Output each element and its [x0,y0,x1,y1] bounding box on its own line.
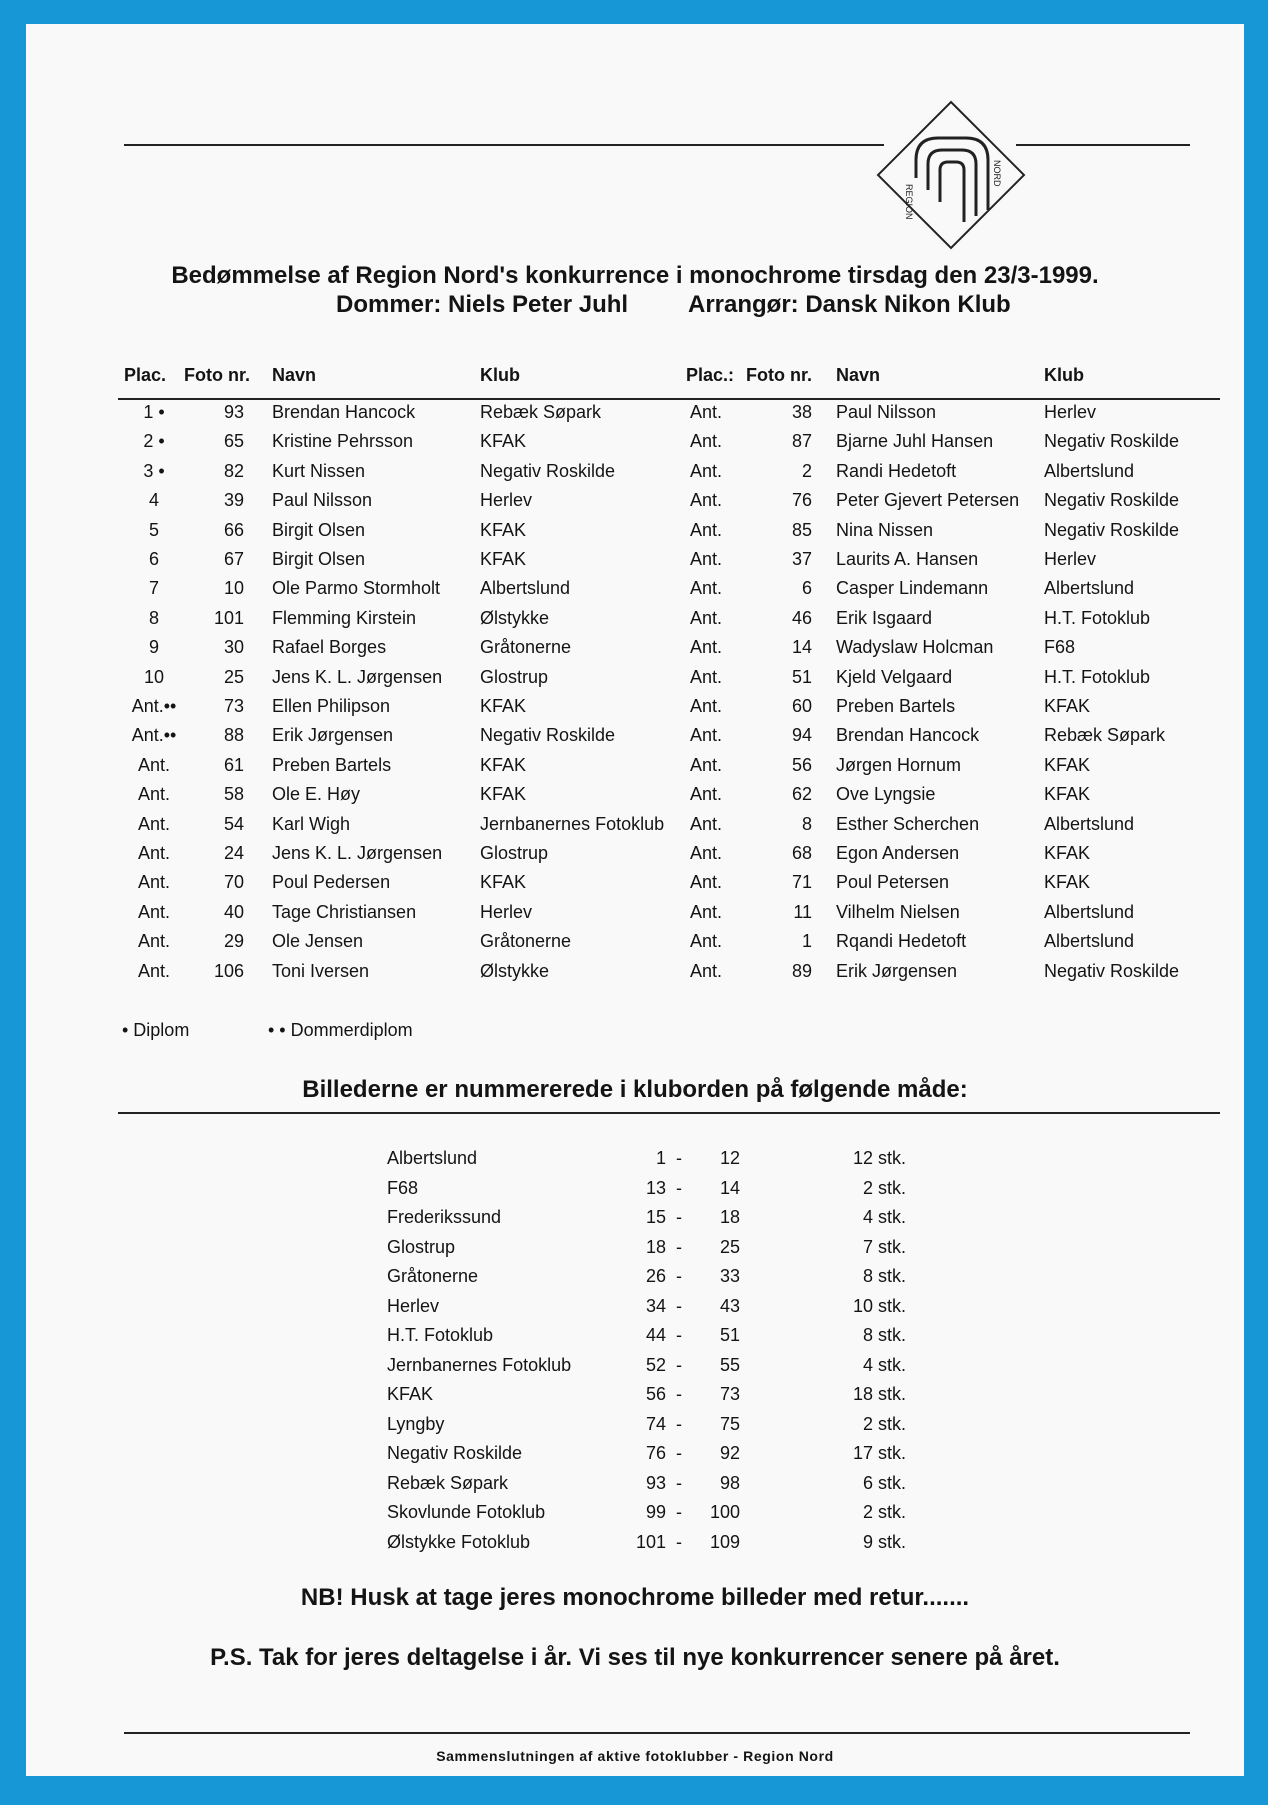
placement-cell: 7 [148,578,159,599]
count-cell: 9 stk. [862,1531,906,1552]
range-end-cell: 75 [719,1413,740,1434]
club-name-cell: Skovlunde Fotoklub [387,1502,546,1522]
photo-number-cell: 60 [791,696,812,716]
range-end-cell: 51 [719,1325,740,1345]
placement-cell: Ant. [690,754,723,775]
photo-number-cell: 51 [791,666,812,687]
photo-number-cell: 39 [223,490,244,511]
club-cell: KFAK [480,696,527,716]
numbering-rule [118,1112,1220,1114]
range-separator: - [676,1502,682,1522]
club-cell: Albertslund [1044,813,1135,834]
placement-cell: 4 [148,490,159,511]
range-end-cell: 25 [719,1236,740,1257]
range-start-cell: 18 [645,1236,666,1257]
col-header-navn-left: Navn [272,365,317,385]
photo-number-cell: 73 [223,696,244,716]
count-cell: 10 stk. [852,1295,906,1316]
name-cell: Randi Hedetoft [836,460,957,481]
placement-cell: Ant. [137,754,171,775]
photo-number-cell: 14 [791,637,812,658]
range-separator: - [676,1236,682,1257]
name-cell: Brendan Hancock [272,402,416,422]
photo-number-cell: 8 [801,813,812,834]
club-cell: Herlev [1044,549,1097,569]
name-cell: Laurits A. Hansen [836,549,979,569]
count-cell: 7 stk. [862,1236,906,1257]
club-cell: Glostrup [480,843,549,863]
club-cell: Rebæk Søpark [480,402,602,422]
club-cell: KFAK [480,754,527,775]
placement-cell: Ant.•• [131,696,177,716]
count-cell: 17 stk. [852,1443,906,1463]
photo-number-cell: 106 [213,960,244,981]
photo-number-cell: 101 [213,607,244,628]
name-cell: Karl Wigh [272,813,351,834]
range-separator: - [676,1413,682,1434]
count-cell: 18 stk. [852,1384,906,1404]
club-name-cell: Gråtonerne [387,1266,479,1286]
name-cell: Egon Andersen [836,843,960,863]
range-separator: - [676,1148,682,1168]
name-cell: Esther Scherchen [836,813,980,834]
footer-rule [124,1732,1190,1734]
club-cell: Gråtonerne [480,637,572,658]
range-separator: - [676,1266,682,1286]
placement-cell: Ant. [137,960,171,981]
club-cell: H.T. Fotoklub [1044,666,1151,687]
range-end-cell: 92 [719,1443,740,1463]
range-start-cell: 93 [645,1472,666,1493]
range-end-cell: 98 [719,1472,740,1493]
range-start-cell: 56 [645,1384,666,1404]
club-name-cell: Frederikssund [387,1207,502,1227]
photo-number-cell: 82 [223,460,244,481]
range-start-cell: 1 [655,1148,666,1168]
name-cell: Ellen Philipson [272,696,391,716]
ps-note: P.S. Tak for jeres deltagelse i år. Vi ses til nye konkurrencer senere på året. [210,1644,1060,1671]
club-cell: Rebæk Søpark [1044,725,1166,746]
name-cell: Preben Bartels [272,754,392,775]
club-name-cell: Albertslund [387,1148,478,1168]
club-cell: Negativ Roskilde [1044,490,1180,511]
range-end-cell: 14 [719,1177,740,1198]
name-cell: Paul Nilsson [272,490,373,511]
range-start-cell: 101 [635,1531,666,1552]
count-cell: 12 stk. [852,1148,906,1168]
range-start-cell: 99 [645,1502,666,1522]
placement-cell: Ant.•• [131,725,177,746]
range-separator: - [676,1354,682,1375]
range-separator: - [676,1531,682,1552]
placement-cell: 8 [148,607,159,628]
range-separator: - [676,1295,682,1316]
name-cell: Brendan Hancock [836,725,980,746]
footer-text: Sammenslutningen af aktive fotoklubber - Region Nord [436,1748,834,1764]
club-cell: Negativ Roskilde [1044,519,1180,540]
placement-cell: Ant. [690,931,723,952]
placement-cell: Ant. [690,578,723,599]
count-cell: 4 stk. [862,1207,906,1227]
club-name-cell: Ølstykke Fotoklub [387,1531,531,1552]
placement-cell: Ant. [137,813,171,834]
photo-number-cell: 58 [223,784,244,805]
photo-number-cell: 25 [223,666,244,687]
photo-number-cell: 62 [791,784,812,805]
name-cell: Rqandi Hedetoft [836,931,967,952]
range-start-cell: 76 [645,1443,666,1463]
club-name-cell: KFAK [387,1384,434,1404]
name-cell: Kristine Pehrsson [272,431,414,452]
col-header-klub-left: Klub [480,365,520,385]
club-name-cell: Jernbanernes Fotoklub [387,1354,572,1375]
placement-cell: Ant. [137,931,171,952]
name-cell: Ole E. Høy [272,784,361,805]
count-cell: 2 stk. [862,1177,906,1198]
photo-number-cell: 37 [791,549,812,569]
club-cell: KFAK [480,872,527,893]
photo-number-cell: 10 [223,578,244,599]
club-cell: Jernbanernes Fotoklub [480,813,665,834]
range-separator: - [676,1472,682,1493]
photo-number-cell: 30 [223,637,244,658]
name-cell: Rafael Borges [272,637,387,658]
placement-cell: Ant. [137,901,171,922]
photo-number-cell: 56 [791,754,812,775]
club-cell: KFAK [1044,784,1091,805]
club-cell: KFAK [1044,843,1091,863]
photo-number-cell: 66 [223,519,244,540]
name-cell: Poul Petersen [836,872,950,893]
placement-cell: 10 [143,666,165,687]
club-name-cell: Herlev [387,1295,440,1316]
table-header-rule [118,398,1220,400]
range-end-cell: 33 [719,1266,740,1286]
club-cell: KFAK [480,549,527,569]
photo-number-cell: 68 [791,843,812,863]
range-start-cell: 74 [645,1413,666,1434]
placement-cell: Ant. [690,960,723,981]
club-cell: Gråtonerne [480,931,572,952]
count-cell: 2 stk. [862,1502,906,1522]
photo-number-cell: 88 [223,725,244,746]
placement-cell: 2 • [143,431,165,452]
photo-number-cell: 85 [791,519,812,540]
photo-number-cell: 61 [223,754,244,775]
photo-number-cell: 89 [791,960,812,981]
photo-number-cell: 71 [791,872,812,893]
col-header-plac-right: Plac.: [686,365,735,385]
name-cell: Ole Parmo Stormholt [272,578,441,599]
range-start-cell: 44 [645,1325,666,1345]
range-end-cell: 73 [719,1384,740,1404]
range-start-cell: 52 [645,1354,666,1375]
page-title: Bedømmelse af Region Nord's konkurrence i monochrome tirsdag den 23/3-1999. [171,262,1099,289]
count-cell: 6 stk. [862,1472,906,1493]
photo-number-cell: 87 [791,431,812,452]
placement-cell: Ant. [690,460,723,481]
club-name-cell: Rebæk Søpark [387,1472,509,1493]
range-separator: - [676,1443,682,1463]
header-rule-right [1016,144,1190,146]
col-header-foto-right: Foto nr. [746,365,812,385]
photo-number-cell: 54 [223,813,244,834]
club-cell: KFAK [480,431,527,452]
name-cell: Flemming Kirstein [272,607,417,628]
club-cell: Negativ Roskilde [1044,431,1180,452]
photo-number-cell: 94 [791,725,812,746]
photo-number-cell: 76 [791,490,812,511]
club-cell: KFAK [1044,696,1091,716]
name-cell: Tage Christiansen [272,901,417,922]
organizer-line: Arrangør: Dansk Nikon Klub [688,291,1011,318]
photo-number-cell: 2 [801,460,812,481]
judge-line: Dommer: Niels Peter Juhl [336,291,629,318]
count-cell: 4 stk. [862,1354,906,1375]
club-cell: KFAK [480,519,527,540]
range-end-cell: 109 [709,1531,740,1552]
club-cell: Glostrup [480,666,549,687]
range-end-cell: 43 [719,1295,740,1316]
header-rule-left [124,144,884,146]
club-cell: KFAK [1044,872,1091,893]
placement-cell: Ant. [690,607,723,628]
col-header-klub-right: Klub [1044,365,1084,385]
placement-cell: 1 • [143,402,165,422]
photo-number-cell: 6 [801,578,812,599]
photo-number-cell: 11 [793,901,812,922]
placement-cell: Ant. [690,901,723,922]
count-cell: 8 stk. [862,1325,906,1345]
name-cell: Vilhelm Nielsen [836,901,960,922]
placement-cell: Ant. [690,813,723,834]
club-cell: Negativ Roskilde [480,725,616,746]
name-cell: Jens K. L. Jørgensen [272,843,443,863]
count-cell: 2 stk. [862,1413,906,1434]
club-cell: Herlev [480,490,533,511]
region-nord-logo [876,100,1026,250]
placement-cell: Ant. [690,402,723,422]
club-cell: Negativ Roskilde [1044,960,1180,981]
name-cell: Ole Jensen [272,931,364,952]
club-cell: Albertslund [1044,578,1135,599]
photo-number-cell: 93 [223,402,244,422]
svg-text:REGION: REGION [904,184,914,220]
name-cell: Bjarne Juhl Hansen [836,431,994,452]
photo-number-cell: 65 [223,431,244,452]
nb-note: NB! Husk at tage jeres monochrome billeder med retur....... [300,1584,970,1611]
club-cell: Ølstykke [480,607,550,628]
placement-cell: Ant. [690,549,723,569]
name-cell: Jens K. L. Jørgensen [272,666,443,687]
legend-dommerdiplom: • • Dommerdiplom [268,1020,413,1040]
club-cell: Albertslund [1044,901,1135,922]
name-cell: Casper Lindemann [836,578,989,599]
name-cell: Jørgen Hornum [836,754,962,775]
club-cell: Albertslund [1044,931,1135,952]
placement-cell: Ant. [690,519,723,540]
club-cell: Herlev [1044,402,1097,422]
range-separator: - [676,1384,682,1404]
placement-cell: Ant. [690,696,723,716]
range-start-cell: 26 [645,1266,666,1286]
photo-number-cell: 40 [223,901,244,922]
club-cell: Ølstykke [480,960,550,981]
name-cell: Preben Bartels [836,696,956,716]
range-end-cell: 18 [719,1207,740,1227]
col-header-navn-right: Navn [836,365,881,385]
range-end-cell: 12 [719,1148,740,1168]
photo-number-cell: 70 [223,872,244,893]
photo-number-cell: 67 [223,549,244,569]
range-start-cell: 13 [645,1177,666,1198]
range-start-cell: 34 [645,1295,666,1316]
name-cell: Kjeld Velgaard [836,666,953,687]
name-cell: Erik Jørgensen [272,725,394,746]
club-name-cell: Lyngby [387,1413,445,1434]
count-cell: 8 stk. [862,1266,906,1286]
photo-number-cell: 46 [791,607,812,628]
name-cell: Poul Pedersen [272,872,391,893]
placement-cell: Ant. [690,431,723,452]
placement-cell: Ant. [690,725,723,746]
name-cell: Birgit Olsen [272,549,366,569]
range-end-cell: 55 [719,1354,740,1375]
club-cell: Albertslund [480,578,571,599]
range-separator: - [676,1177,682,1198]
range-separator: - [676,1207,682,1227]
club-name-cell: H.T. Fotoklub [387,1325,494,1345]
placement-cell: 5 [148,519,159,540]
photo-number-cell: 24 [223,843,244,863]
placement-cell: Ant. [690,490,723,511]
name-cell: Toni Iversen [272,960,370,981]
photo-number-cell: 29 [223,931,244,952]
club-cell: F68 [1044,637,1076,658]
legend-diplom: • Diplom [122,1020,190,1040]
placement-cell: Ant. [690,872,723,893]
placement-cell: 9 [148,637,159,658]
col-header-foto-left: Foto nr. [184,365,250,385]
document-page [26,24,1244,1776]
placement-cell: Ant. [690,666,723,687]
svg-text:NORD: NORD [992,160,1002,187]
col-header-plac-left: Plac. [124,365,167,385]
placement-cell: 6 [148,549,159,569]
placement-cell: Ant. [137,872,171,893]
placement-cell: Ant. [137,784,171,805]
placement-cell: Ant. [137,843,171,863]
club-name-cell: Negativ Roskilde [387,1443,523,1463]
club-name-cell: F68 [387,1177,419,1198]
club-cell: Negativ Roskilde [480,460,616,481]
name-cell: Erik Isgaard [836,607,933,628]
name-cell: Peter Gjevert Petersen [836,490,1020,511]
placement-cell: 3 • [143,460,165,481]
club-cell: Albertslund [1044,460,1135,481]
name-cell: Erik Jørgensen [836,960,958,981]
range-start-cell: 15 [645,1207,666,1227]
placement-cell: Ant. [690,843,723,863]
club-cell: KFAK [1044,754,1091,775]
club-cell: Herlev [480,901,533,922]
name-cell: Wadyslaw Holcman [836,637,994,658]
name-cell: Birgit Olsen [272,519,366,540]
numbering-title: Billederne er nummererede i kluborden på følgende måde: [302,1076,968,1103]
name-cell: Nina Nissen [836,519,934,540]
placement-cell: Ant. [690,637,723,658]
club-cell: KFAK [480,784,527,805]
club-cell: H.T. Fotoklub [1044,607,1151,628]
name-cell: Kurt Nissen [272,460,366,481]
photo-number-cell: 38 [791,402,812,422]
photo-number-cell: 1 [801,931,812,952]
club-name-cell: Glostrup [387,1236,456,1257]
range-end-cell: 100 [709,1502,740,1522]
placement-cell: Ant. [690,784,723,805]
name-cell: Ove Lyngsie [836,784,936,805]
name-cell: Paul Nilsson [836,402,937,422]
range-separator: - [676,1325,682,1345]
